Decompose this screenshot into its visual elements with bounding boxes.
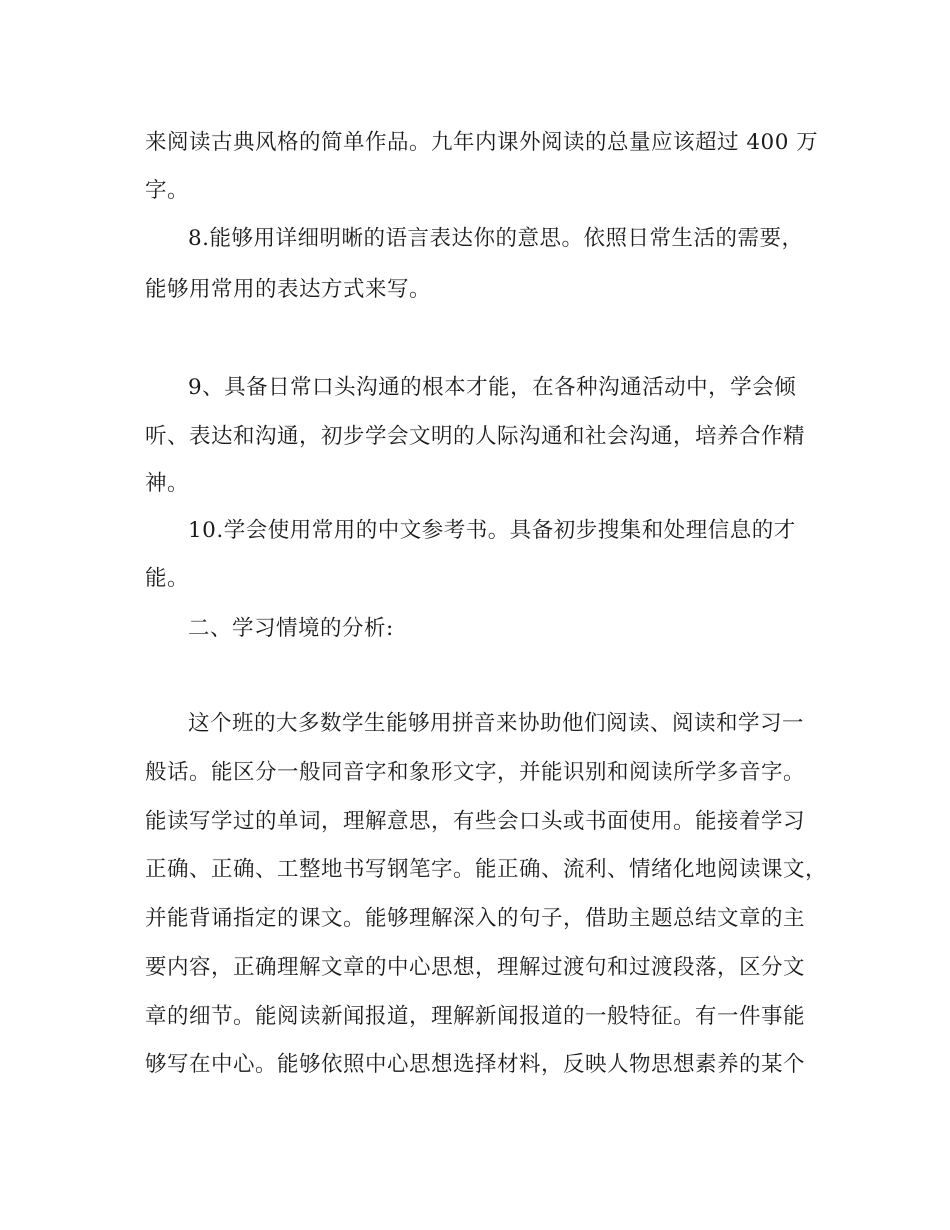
paragraph-line: 般话。能区分一般同音字和象形文字，并能识别和阅读所学多音字。: [145, 760, 806, 785]
section-heading: 二、学习情境的分析:: [188, 616, 394, 641]
paragraph-line: 并能背诵指定的课文。能够理解深入的句子，借助主题总结文章的主: [145, 906, 806, 931]
paragraph-line: 能够用常用的表达方式来写。: [145, 277, 432, 302]
paragraph-line: 够写在中心。能够依照中心思想选择材料，反映人物思想素养的某个: [145, 1052, 806, 1077]
paragraph-line: 正确、正确、工整地书写钢笔字。能正确、流利、情绪化地阅读课文，: [145, 857, 828, 882]
list-item-8: 8.能够用详细明晰的语言表达你的意思。依照日常生活的需要，: [188, 226, 804, 251]
paragraph-line: 字。: [145, 178, 190, 203]
paragraph-line: 要内容，正确理解文章的中心思想，理解过渡句和过渡段落，区分文: [145, 955, 806, 980]
paragraph-line: 能读写学过的单词，理解意思，有些会口头或书面使用。能接着学习: [145, 809, 806, 834]
paragraph-line: 这个班的大多数学生能够用拼音来协助他们阅读、阅读和学习一: [188, 711, 805, 736]
list-item-9: 9、具备日常口头沟通的根本才能，在各种沟通活动中，学会倾: [188, 375, 797, 400]
paragraph-line: 来阅读古典风格的简单作品。九年内课外阅读的总量应该超过 400 万: [145, 130, 819, 155]
paragraph-line: 听、表达和沟通，初步学会文明的人际沟通和社会沟通，培养合作精: [145, 424, 806, 449]
paragraph-line: 章的细节。能阅读新闻报道，理解新闻报道的一般特征。有一件事能: [145, 1004, 806, 1029]
paragraph-line: 神。: [145, 471, 190, 496]
paragraph-line: 能。: [145, 566, 190, 591]
list-item-10: 10.学会使用常用的中文参考书。具备初步搜集和处理信息的才: [188, 518, 796, 543]
